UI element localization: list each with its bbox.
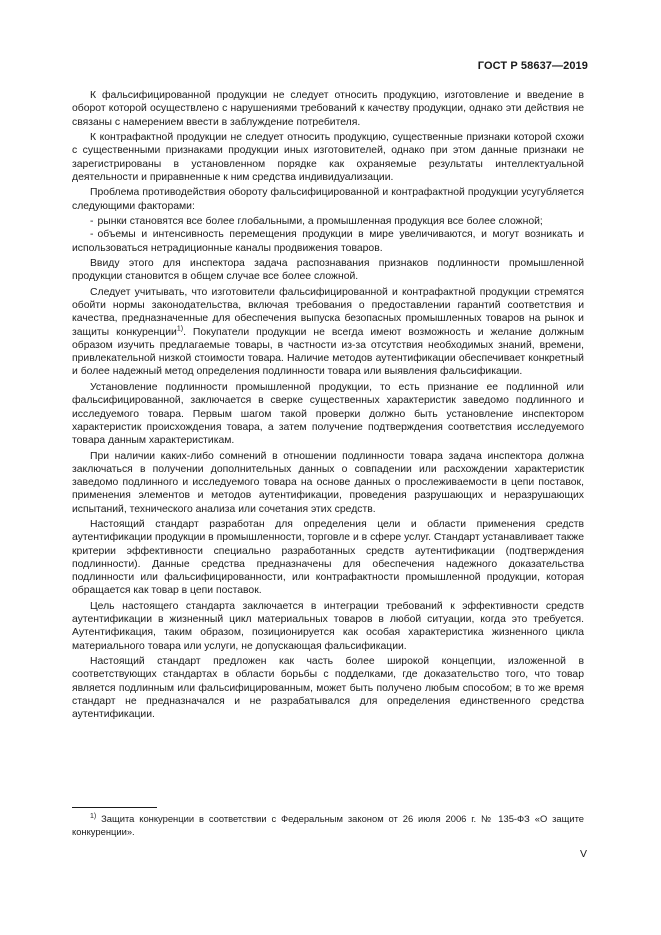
document-header-id: ГОСТ Р 58637—2019	[477, 60, 588, 72]
paragraph-inspector-task: Ввиду этого для инспектора задача распознавания признаков подлинности промышленной продукции становится в общем случае все более сложной.	[72, 258, 584, 283]
footnote-divider	[72, 807, 157, 808]
footnote-text: Защита конкуренции в соответствии с Федеральным законом от 26 июля 2006 г. № 135-ФЗ «О защите конкуренции».	[72, 813, 584, 837]
paragraph-falsified-exclusion: К фальсифицированной продукции не следует относить продукцию, изготовление и введение в оборот которой осуществлено с нарушениями требований к качеству продукции, однако эти действия не связаны с намерением ввести в заблуждение потребителя.	[72, 90, 584, 128]
footnote	[72, 813, 584, 838]
paragraph-doubts: При наличии каких-либо сомнений в отношении подлинности товара задача инспектора должна заключаться в получении дополнительных данных о совпадении или расхождении характеристик заведомо подлинного и исследуемого товара на основе данных о прослеживаемости в цепи поставок, применения элементов и методов аутентификации, проведения разрушающих и неразрушающих испытаний, технического анализа или сочетания этих средств.	[72, 450, 584, 515]
list-item-text: рынки становятся все более глобальными, а промышленная продукция все более сложной;	[97, 216, 543, 228]
paragraph-counterfeit-exclusion: К контрафактной продукции не следует относить продукцию, существенные признаки которой схожи с существенными признаками продукции иных изготовителей, однако при этом данные признаки не зарегистрированы в установленном порядке как охраняемые результаты интеллектуальной деятельности и приравненные к ним средства индивидуализации.	[72, 132, 584, 183]
paragraph-problem-factors: Проблема противодействия обороту фальсифицированной и контрафактной продукции усугубляется следующими факторами:	[72, 187, 584, 212]
footnote-reference[interactable]: 1)	[176, 325, 184, 333]
paragraph-authenticity-check: Установление подлинности промышленной продукции, то есть признание ее подлинной или фальсифицированной, заключается в сверке существенных характеристик заведомо подлинного и исследуемого товара. Первым шагом такой проверки должно быть установление инспектором характеристик происхождения товара, а затем получение подтверждения соответствия исследуемого товара данным характеристикам.	[72, 382, 584, 447]
list-item-text: объемы и интенсивность перемещения продукции в мире увеличиваются, и могут возникать и использоваться нетрадиционные каналы продвижения товаров.	[72, 229, 584, 254]
paragraph-text-after-ref: . Покупатели продукции не всегда имеют возможность и желание должным образом изучить предлагаемые товары, в частности из-за отсутствия необходимых знаний, времени, привлекательной низкой стоимости товара. Наличие методов аутентификации обеспечивает конкретный и более надежный метод определения подлинности товара или выявления фальсификации.	[72, 326, 584, 378]
list-item	[72, 215, 584, 228]
page-number: V	[579, 848, 587, 860]
list-marker: -	[90, 216, 94, 228]
list-marker: -	[90, 229, 94, 241]
footnote-marker: 1)	[90, 812, 97, 820]
paragraph-text-before-ref: Следует учитывать, что изготовители фальсифицированной и контрафактной продукции стремятся обойти нормы законодательства, включая требования о предоставлении гарантий соответствия и качества, предназначенные для обеспечения выпуска безопасных промышленных товаров на рынок и защиты конкуренции	[72, 286, 584, 338]
paragraph-purpose: Цель настоящего стандарта заключается в интеграции требований к эффективности средств аутентификации в жизненный цикл материальных товаров в любой ситуации, когда это требуется. Аутентификация, таким образом, позиционируется как особая характеристика жизненного цикла материального товара или услуги, не допускающая фальсификации.	[72, 600, 584, 652]
list-item	[72, 228, 584, 255]
document-body	[72, 89, 584, 724]
factors-list	[72, 215, 584, 255]
paragraph-concept: Настоящий стандарт предложен как часть более широкой концепции, изложенной в соответствующих стандартах в области борьбы с подделками, где доказательство того, что товар является подлинным или фальсифицированным, может быть получено любым способом; в то же время стандарт не предназначался и не разрабатывался для определения единственного средства аутентификации.	[72, 656, 584, 721]
paragraph-scope: Настоящий стандарт разработан для определения цели и области применения средств аутентификации продукции в промышленности, торговле и в сфере услуг. Стандарт устанавливает также критерии эффективности специально разработанных средств аутентификации (подтверждения подлинности). Данные средства предназначены для обеспечения надежного доказательства подлинности или фальсифицированности, или контрафактности промышленной продукции, которая обращается как товар в цепи поставок.	[72, 519, 584, 597]
paragraph-manufacturers	[72, 286, 584, 379]
